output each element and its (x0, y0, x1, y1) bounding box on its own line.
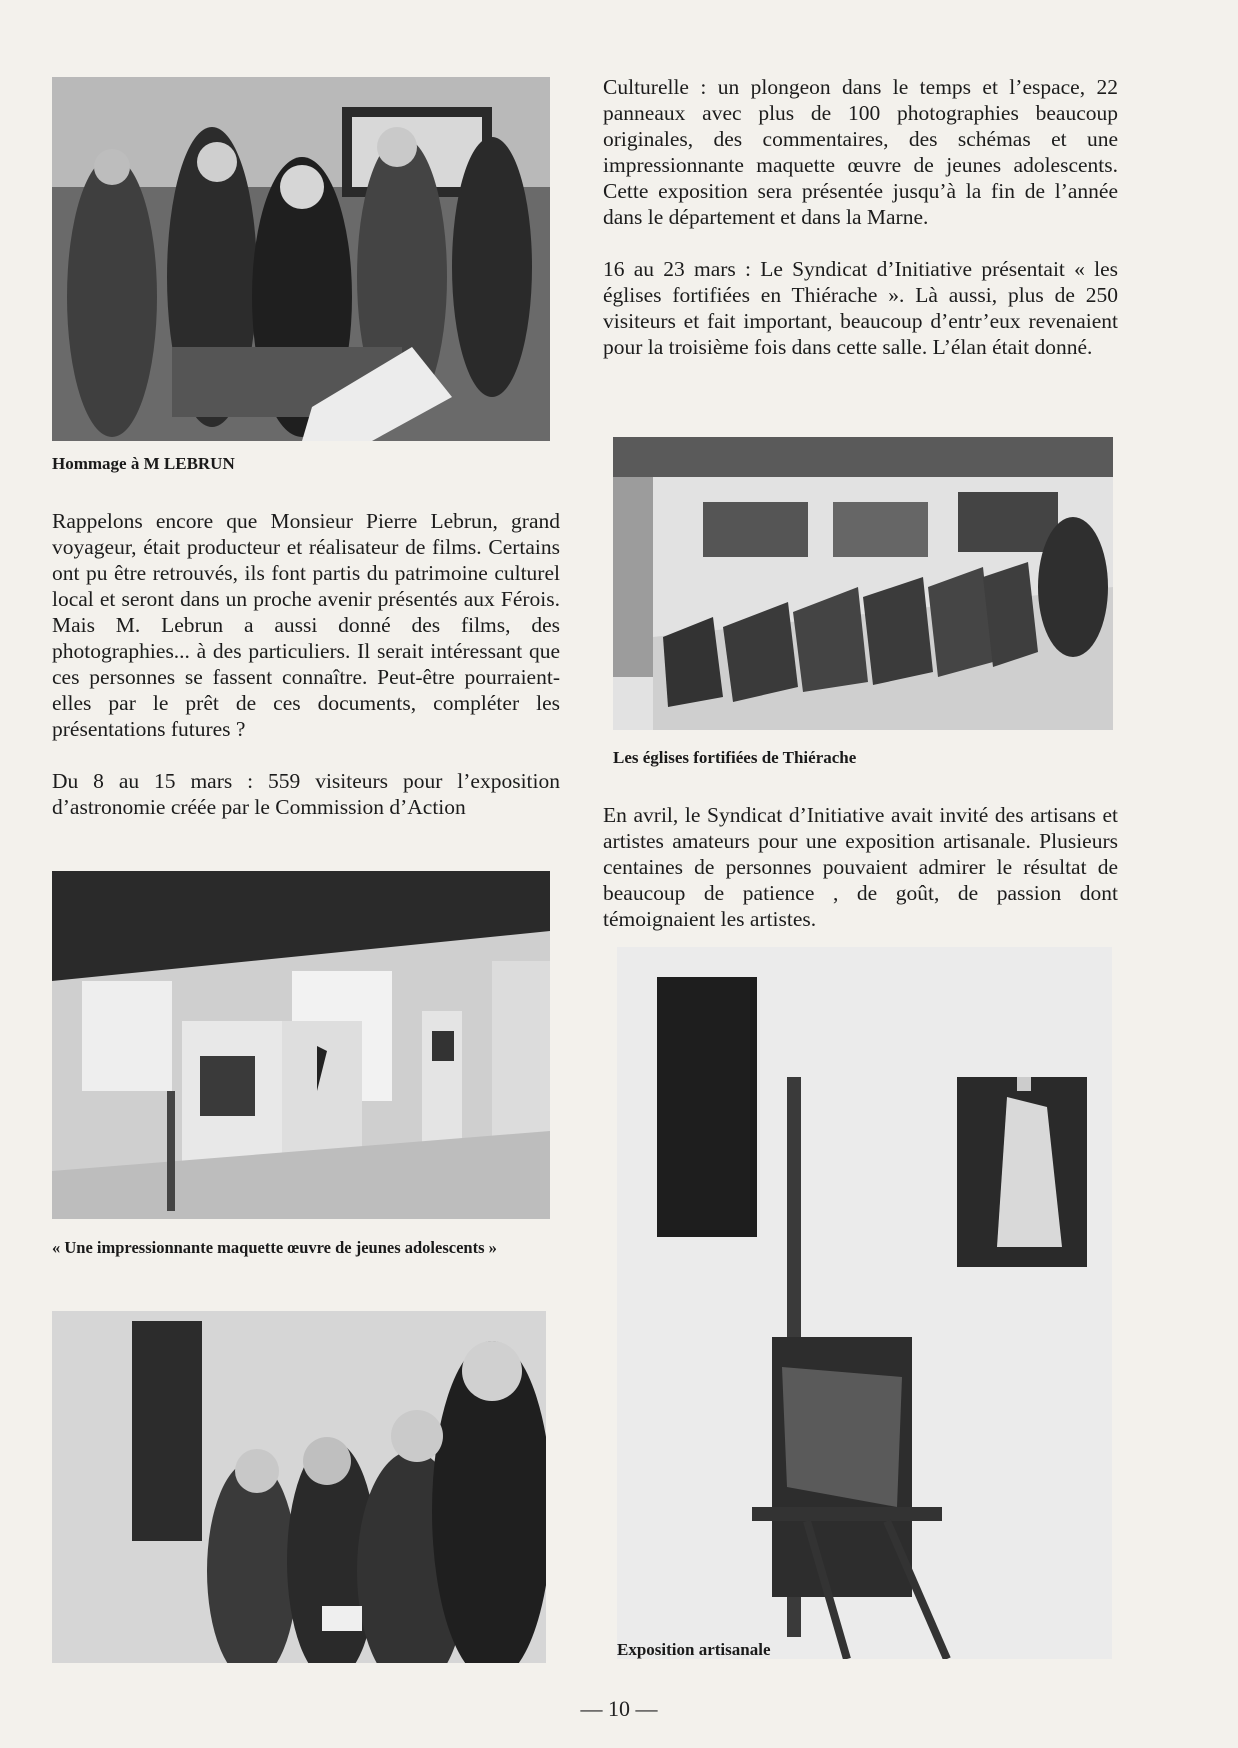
right-column-top (603, 74, 1118, 386)
caption-hommage: Hommage à M LEBRUN (52, 454, 235, 473)
photo-visiteurs (52, 1311, 546, 1663)
photo-visiteurs-image (52, 1311, 546, 1663)
paragraph-culturelle: Culturelle : un plongeon dans le temps et l’espace, 22 panneaux avec plus de 100 photographies beaucoup originales, des commentaires, des schémas et une impressionnante maquette œuvre de jeunes adolescents. Cette exposition sera présentée jusqu’à la fin de l’année dans le département et dans la Marne. (603, 75, 1118, 229)
paragraph-eglises: 16 au 23 mars : Le Syndicat d’Initiative présentait « les églises fortifiées en Thiérache ». Là aussi, plus de 250 visiteurs et fait important, beaucoup d’entr’eux revenaient pour la troisième fois dans cette salle. L’élan était donné. (603, 257, 1118, 359)
paragraph-lebrun: Rappelons encore que Monsieur Pierre Lebrun, grand voyageur, était producteur et réalisateur de films. Certains ont pu être retrouvés, ils font partis du patrimoine culturel local et seront dans un proche avenir présentés aux Férois. Mais M. Lebrun a aussi donné des films, des photographies... à des particuliers. Il serait intéressant que ces personnes se fassent connaître. Peut-être pourraient-elles par le prêt de ces documents, compléter les présentations futures ? (52, 509, 560, 741)
paragraph-artisans: En avril, le Syndicat d’Initiative avait invité des artisans et artistes amateurs pour une exposition artisanale. Plusieurs centaines de personnes pouvaient admirer le résultat de beaucoup de patience , de goût, de passion dont témoignaient les artistes. (603, 803, 1118, 931)
caption-artisanale: Exposition artisanale (617, 1640, 771, 1659)
photo-maquette (52, 871, 550, 1219)
left-column-text (52, 508, 560, 846)
right-column-bottom (603, 802, 1118, 958)
photo-maquette-image (52, 871, 550, 1219)
page-number: — 10 — (580, 1696, 658, 1721)
caption-maquette: « Une impressionnante maquette œuvre de jeunes adolescents » (52, 1238, 497, 1257)
photo-hommage-image (52, 77, 550, 441)
photo-hommage (52, 77, 550, 441)
photo-artisanale-image (617, 947, 1112, 1659)
photo-eglises (613, 437, 1113, 730)
photo-artisanale (617, 947, 1112, 1659)
caption-eglises: Les églises fortifiées de Thiérache (613, 748, 857, 767)
photo-eglises-image (613, 437, 1113, 730)
paragraph-astronomie: Du 8 au 15 mars : 559 visiteurs pour l’exposition d’astronomie créée par le Commission d’Action (52, 769, 560, 819)
